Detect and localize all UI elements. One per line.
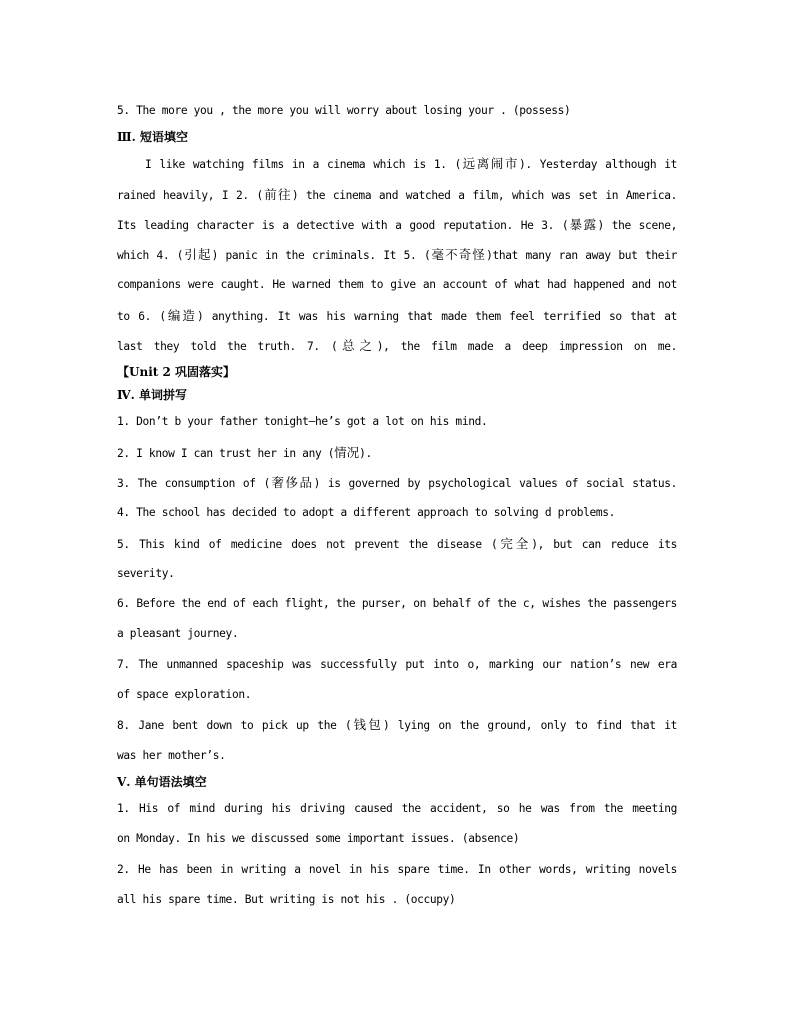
exercise-line: 7. The unmanned spaceship was successfully put into o, marking our nation’s new era (117, 657, 677, 671)
section-heading-phrase-fill: Ⅲ. 短语填空 (117, 130, 188, 145)
exercise-line: was her mother’s. (117, 748, 226, 762)
exercise-line: 1. Don’t b your father tonight—he’s got a lot on his mind. (117, 415, 488, 429)
passage-line: I like watching films in a cinema which is 1. (远离闹市). Yesterday although it (145, 156, 677, 172)
exercise-line: 5. This kind of medicine does not prevent the disease (完全), but can reduce its (117, 535, 677, 551)
section-heading-grammar-fill: Ⅴ. 单句语法填空 (117, 774, 207, 789)
exercise-line: severity. (117, 566, 175, 580)
exercise-line: of space exploration. (117, 688, 252, 702)
exercise-line: 4. The school has decided to adopt a different approach to solving d problems. (117, 506, 616, 520)
exercise-line: all his spare time. But writing is not his . (occupy) (117, 892, 456, 906)
passage-line: rained heavily, I 2. (前往) the cinema and watched a film, which was set in America. (117, 186, 677, 202)
exercise-line: on Monday. In his we discussed some important issues. (absence) (117, 832, 520, 846)
exercise-line: 5. The more you , the more you will worry about losing your . (possess) (117, 104, 571, 117)
passage-line: to 6. (编造) anything. It was his warning that made them feel terrified so that at (117, 307, 677, 323)
exercise-line: 6. Before the end of each flight, the purser, on behalf of the c, wishes the passengers (117, 597, 677, 611)
exercise-line: 2. I know I can trust her in any (情况). (117, 444, 372, 460)
passage-line: Its leading character is a detective with a good reputation. He 3. (暴露) the scene, (117, 216, 677, 232)
document-page (117, 96, 677, 915)
passage-line: last they told the truth. 7. (总之), the film made a deep impression on me. (117, 338, 677, 354)
exercise-line: 1. His of mind during his driving caused the accident, so he was from the meeting (117, 801, 677, 815)
exercise-line: 2. He has been in writing a novel in his spare time. In other words, writing novels (117, 862, 677, 876)
unit-heading: 【Unit 2 巩固落实】 (117, 365, 235, 380)
passage-line: companions were caught. He warned them to give an account of what had happened and not (117, 278, 677, 292)
section-heading-word-spelling: Ⅳ. 单词拼写 (117, 388, 187, 403)
exercise-line: 3. The consumption of (奢侈品) is governed by psychological values of social status. (117, 474, 677, 490)
exercise-line: a pleasant journey. (117, 627, 239, 641)
exercise-line: 8. Jane bent down to pick up the (钱包) lying on the ground, only to find that it (117, 717, 677, 733)
passage-line: which 4. (引起) panic in the criminals. It 5. (毫不奇怪)that many ran away but their (117, 247, 677, 263)
